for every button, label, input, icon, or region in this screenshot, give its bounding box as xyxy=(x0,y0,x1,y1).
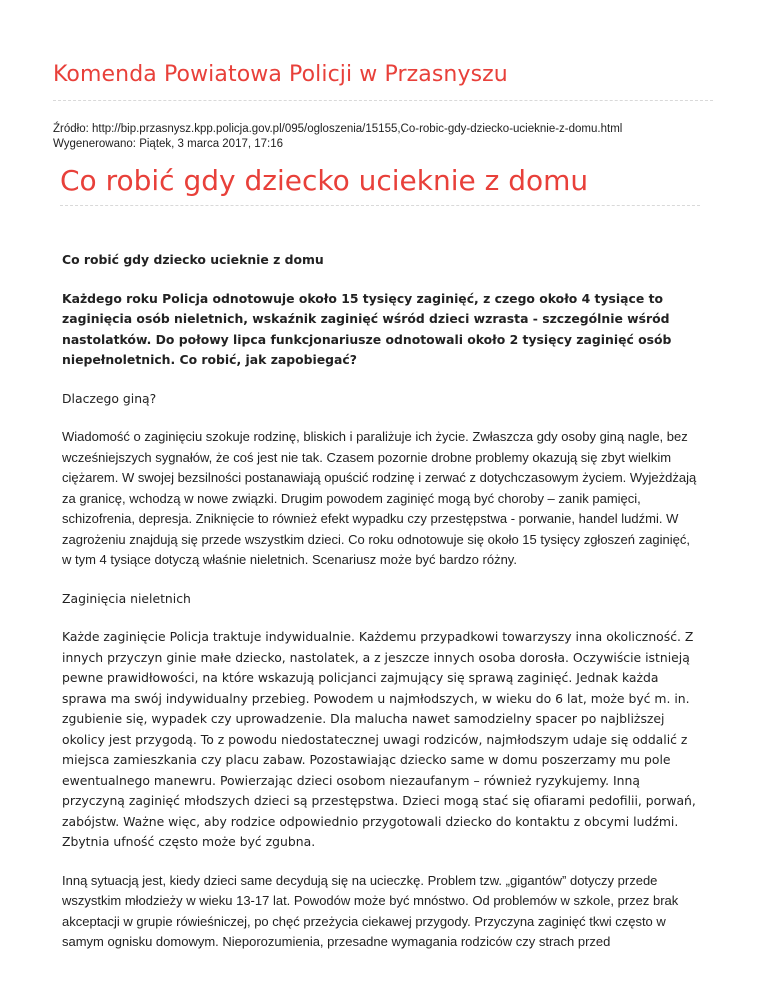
section-body-minors: Każde zaginięcie Policja traktuje indywidualnie. Każdemu przypadkowi towarzyszy inna okoliczność. Z innych przyczyn ginie małe dziecko, nastolatek, a z jeszcze innych osoba dorosła. Oczywiście istnieją pewne prawidłowości, na które wskazują policjanci zajmujący się sprawą zaginięć. Jednak każda sprawa ma swój indywidualny przebieg. Powodem u najmłodszych, w wieku do 6 lat, może być m. in. zgubienie się, wypadek czy uprowadzenie. Dla malucha nawet samodzielny spacer po najbliższej okolicy jest przygodą. To z powodu niedostatecznej uwagi rodziców, najmłodszym udaje się oddalić z miejsca zamieszkania czy placu zabaw. Pozostawiając dziecko same w domu poszerzamy mu pole ewentualnego manewru. Powierzając dzieci osobom niezaufanym – również ryzykujemy. Inną przyczyną zaginięć młodszych dzieci są przestępstwa. Dzieci mogą stać się ofiarami pedofilii, porwań, zabójstw. Ważne więc, aby rodzice odpowiednio przygotowali dziecko do kontaktu z obcymi ludźmi. Zbytnia ufność często może być zgubna. xyxy=(62,629,696,849)
section-heading-why: Dlaczego giną? xyxy=(62,390,157,406)
article-header xyxy=(60,163,700,206)
site-header xyxy=(53,60,713,101)
section-body-why: Wiadomość o zaginięciu szokuje rodzinę, bliskich i paraliżuje ich życie. Zwłaszcza gdy osoby giną nagle, bez wcześniejszych sygnałów, że coś jest nie tak. Czasem pozornie drobne problemy okazują się zbyt wielkim ciężarem. W swojej bezsilności postanawiają opuścić rodzinę i zerwać z dotychczasowym życiem. Wyjeżdżają za granicę, wchodzą w nowe związki. Drugim powodem zaginięć mogą być choroby – zanik pamięci, schizofrenia, depresja. Zniknięcie to również efekt wypadku czy przestępstwa - porwanie, handel ludźmi. W zagrożeniu znajdują się przede wszystkim dzieci. Co roku odnotowuje się około 15 tysięcy zgłoszeń zaginięć, w tym 4 tysiące dotyczą właśnie nieletnich. Scenariusz może być bardzo różny. xyxy=(62,429,697,567)
header-divider xyxy=(53,100,713,101)
section-body-runaways: Inną sytuacją jest, kiedy dzieci same decydują się na ucieczkę. Problem tzw. „gigantów” dotyczy przede wszystkim młodzieży w wieku 13-17 lat. Powodów może być mnóstwo. Od problemów w szkole, przez brak akceptacji w grupie rówieśniczej, po chęć przeżycia ciekawej przygody. Przyczyna zaginięć tkwi często w samym ognisku domowym. Nieporozumienia, przesadne wymagania rodziców czy strach przed xyxy=(62,872,679,949)
generated-date: Wygenerowano: Piątek, 3 marca 2017, 17:16 xyxy=(53,138,284,150)
article-content xyxy=(62,250,702,971)
article-subtitle: Co robić gdy dziecko ucieknie z domu xyxy=(62,252,324,267)
section-heading-minors: Zaginięcia nieletnich xyxy=(62,590,191,606)
article-lead: Każdego roku Policja odnotowuje około 15 tysięcy zaginięć, z czego około 4 tysiące to zaginięcia osób nieletnich, wskaźnik zaginięć wśród dzieci wzrasta - szczególnie wśród nastolatków. Do połowy lipca funkcjonariusze odnotowali około 2 tysięcy zaginięć osób niepełnoletnich. Co robić, jak zapobiegać? xyxy=(62,290,672,367)
site-title: Komenda Powiatowa Policji w Przasnyszu xyxy=(53,62,508,87)
source-url: Źródło: http://bip.przasnysz.kpp.policja.gov.pl/095/ogloszenia/15155,Co-robic-gdy-dziecko-ucieknie-z-domu.html xyxy=(53,123,623,135)
article-divider xyxy=(60,205,700,206)
article-title: Co robić gdy dziecko ucieknie z domu xyxy=(60,164,589,197)
print-meta xyxy=(53,122,733,152)
